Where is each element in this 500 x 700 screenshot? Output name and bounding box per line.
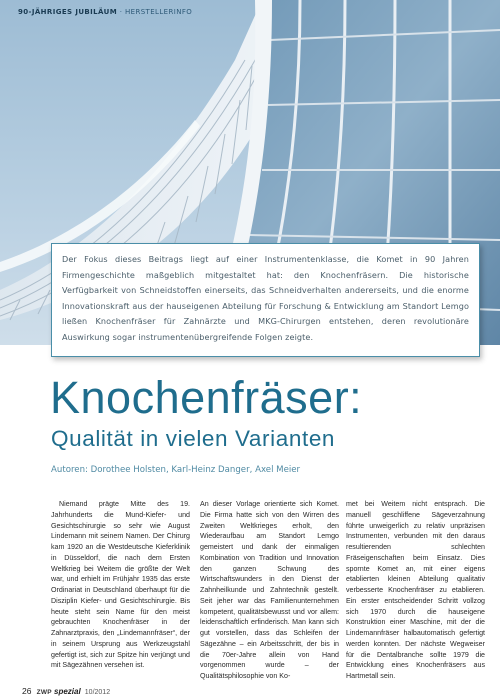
body-column-1 bbox=[51, 499, 190, 671]
article-authors: Autoren: Dorothee Holsten, Karl-Heinz Danger, Axel Meier bbox=[51, 465, 301, 475]
section-label-secondary: · HERSTELLERINFO bbox=[117, 8, 193, 16]
intro-text: Der Fokus dieses Beitrags liegt auf einer Instrumentenklasse, die Komet in 90 Jahren Firmengeschichte maßgeblich mitgestaltet hat: den Knochenfräsern. Die historische Verfügbarkeit von Schneidstoffen einerseits, das Schneidverhalten andererseits, und die enorme Innovationskraft aus der hauseigenen Abteilung für Forschung & Entwicklung am Standort Lemgo ließen Knochenfräser für Zahnärzte und MKG-Chirurgen entstehen, deren revolutionäre Auswirkung sogar instrumentenübergreifende Folgen zeigte. bbox=[62, 254, 469, 342]
page-footer bbox=[22, 686, 110, 696]
body-paragraph-1: Niemand prägte Mitte des 19. Jahrhunderts die Mund-Kiefer- und Gesichtschirurgie so sehr wie August Lindemann mit seinem Namen. Der Chirurg kam 1920 an die Westdeutsche Kieferklinik in Düsseldorf, die nach dem Ersten Weltkrieg bei Weitem die größte der Welt war, und erhielt im Frühjahr 1935 das erste Ordinariat in Deutschland überhaupt für die Disziplin Kiefer- und Gesichtschirurgie. Bis heute steht sein Name für den meist gebrauchten Knochenfräser in der Zahnarztpraxis, den „Lindemannfräser“, der in seinem Ursprung aus Werkzeugstahl gefertigt ist, sich zur Spitze hin verjüngt und mit Sägezähnen versehen ist. bbox=[51, 500, 190, 670]
footer-edition: spezial bbox=[54, 687, 81, 696]
article-subtitle: Qualität in vielen Varianten bbox=[51, 426, 336, 451]
section-label-primary: 90-JÄHRIGES JUBILÄUM bbox=[18, 8, 118, 16]
page-number: 26 bbox=[22, 686, 32, 696]
article-title: Knochenfräser: bbox=[50, 372, 363, 423]
body-paragraph-3: met bei Weitem nicht entsprach. Die manuell geschliffene Sägeverzahnung führte unweigerlich zu relativ unpräzisen Instrumenten, verbunden mit den daraus resultierenden schlechten Fräseigenschaften beim Einsatz. Dies spornte Komet an, mit einer eigens etablierten kleinen Abteilung qualitativ verbesserte Knochenfräser zu etablieren. Ein erster entscheidender Schritt vollzog sich 1970 durch die hauseigene Konstruktion einer Maschine, mit der die Lindemannfräser halbautomatisch gefertigt werden konnten. Der nächste Wegweiser für die Dentalbranche sollte 1979 die Entwicklung eines Knochenfräsers aus Hartmetall sein. bbox=[346, 500, 485, 680]
intro-box bbox=[51, 243, 480, 357]
body-paragraph-2: An dieser Vorlage orientierte sich Komet. Die Firma hatte sich von den Wirren des Zweiten Weltkrieges erholt, den Wiederaufbau am Standort Lemgo gemeistert und dank der einmaligen Kombination von Tradition und Innovation den ganzen Schwung des Wirtschaftswunders in den Dienst der Zahnheilkunde und Zahntechnik gestellt. Seit jeher war das Familienunternehmen kompetent, qualitätsbewusst und vor allem: leidenschaftlich erfinderisch. Man kann sich gut vorstellen, dass das Schleifen der Sägezähne – ein Arbeitsschritt, der bis in die 70er-Jahre allein von Hand vorgenommen wurde – der Qualitätsphilosophie von Ko- bbox=[200, 500, 339, 680]
body-column-2 bbox=[200, 499, 339, 682]
body-column-3 bbox=[346, 499, 485, 682]
section-label bbox=[18, 8, 192, 16]
footer-brand: ZWP bbox=[36, 689, 52, 696]
footer-issue: 10/2012 bbox=[84, 689, 111, 696]
